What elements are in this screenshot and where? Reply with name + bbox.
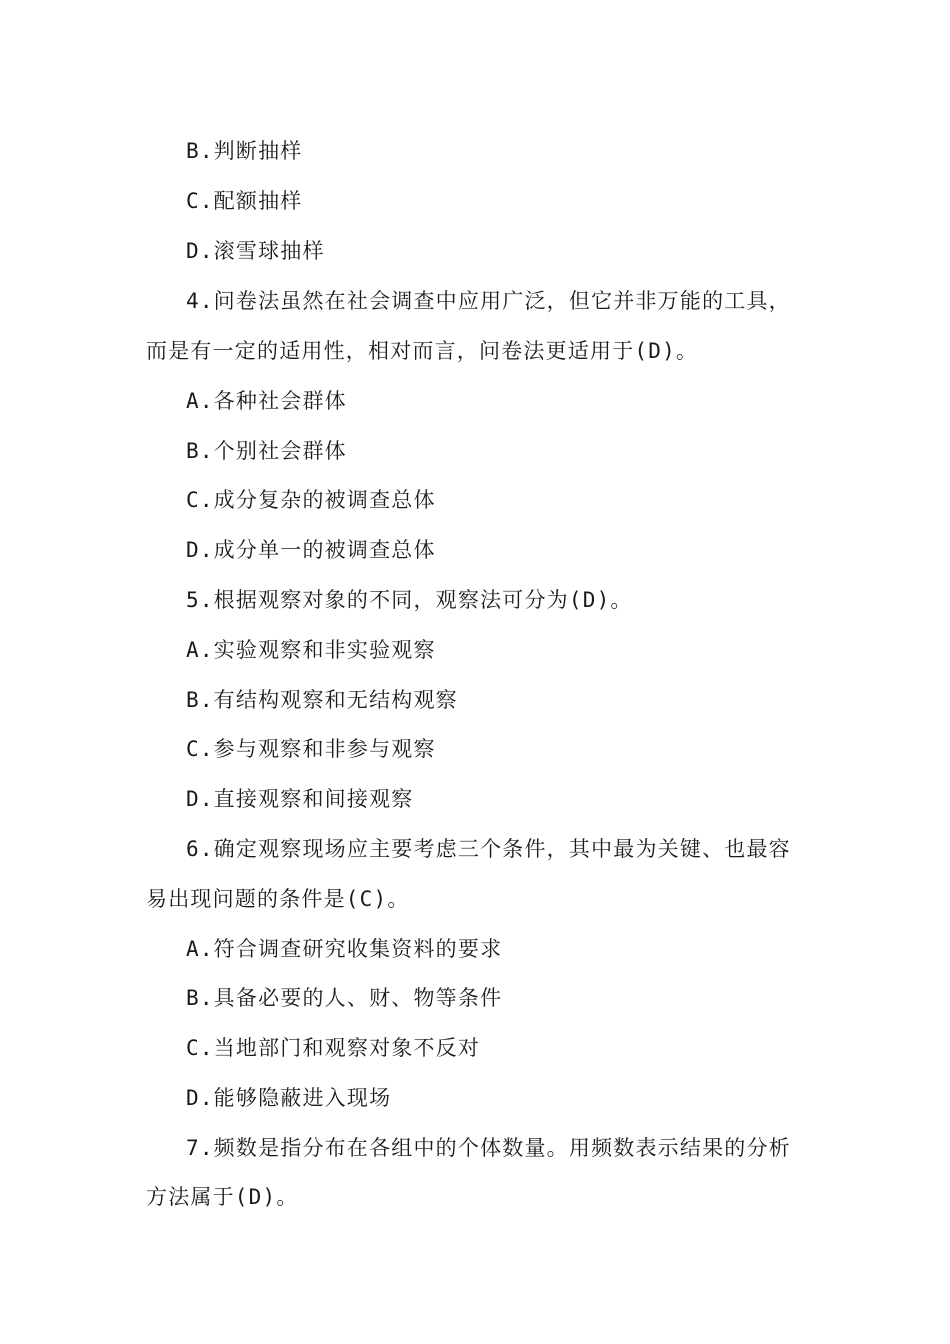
question-5-option-a: A.实验观察和非实验观察	[186, 638, 436, 662]
question-4-line-1: 4.问卷法虽然在社会调查中应用广泛，但它并非万能的工具，	[186, 289, 791, 313]
option-b-judgment-sampling: B.判断抽样	[186, 139, 303, 163]
question-6-line-2: 易出现问题的条件是(C)。	[146, 887, 410, 911]
question-5-option-c: C.参与观察和非参与观察	[186, 737, 436, 761]
question-6-option-a: A.符合调查研究收集资料的要求	[186, 937, 503, 961]
question-5-option-d: D.直接观察和间接观察	[186, 787, 414, 811]
question-4-option-b: B.个别社会群体	[186, 439, 347, 463]
question-4-option-c: C.成分复杂的被调查总体	[186, 488, 436, 512]
question-5: 5.根据观察对象的不同，观察法可分为(D)。	[186, 588, 633, 612]
question-4-line-2: 而是有一定的适用性，相对而言，问卷法更适用于(D)。	[146, 339, 699, 363]
question-6-option-d: D.能够隐蔽进入现场	[186, 1086, 392, 1110]
question-4-option-d: D.成分单一的被调查总体	[186, 538, 436, 562]
question-7-line-2: 方法属于(D)。	[146, 1185, 299, 1209]
question-7-line-1: 7.频数是指分布在各组中的个体数量。用频数表示结果的分析	[186, 1136, 791, 1160]
question-5-option-b: B.有结构观察和无结构观察	[186, 688, 458, 712]
option-c-quota-sampling: C.配额抽样	[186, 189, 303, 213]
question-6-option-c: C.当地部门和观察对象不反对	[186, 1036, 481, 1060]
question-6-option-b: B.具备必要的人、财、物等条件	[186, 986, 503, 1010]
question-4-option-a: A.各种社会群体	[186, 389, 347, 413]
option-d-snowball-sampling: D.滚雪球抽样	[186, 239, 325, 263]
question-6-line-1: 6.确定观察现场应主要考虑三个条件，其中最为关键、也最容	[186, 837, 791, 861]
